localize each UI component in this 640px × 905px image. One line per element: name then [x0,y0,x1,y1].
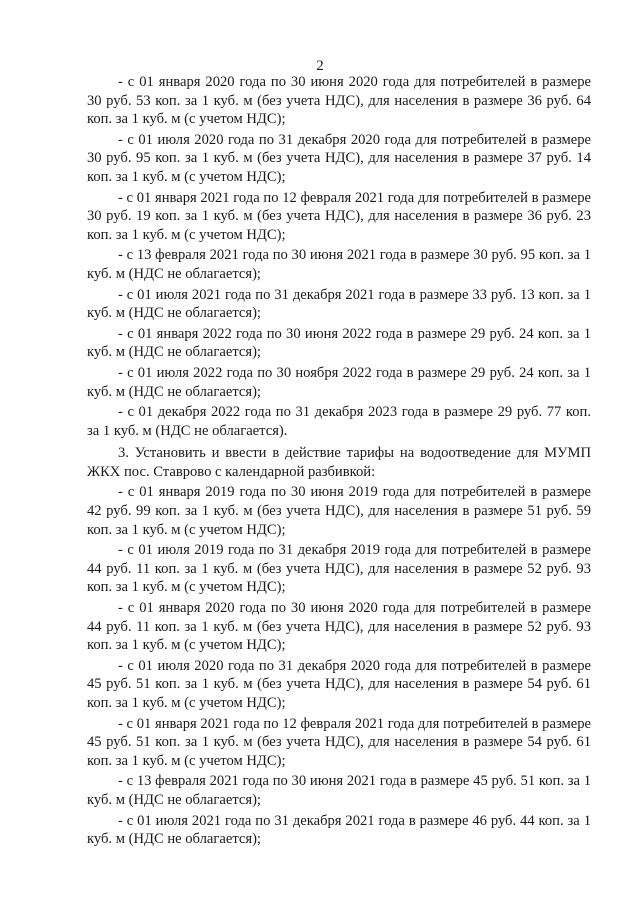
tariff-paragraph: - с 01 января 2022 года по 30 июня 2022 года в размере 29 руб. 24 коп. за 1 куб. м (НДС не облагается); [87,325,591,361]
tariff-paragraph: - с 01 января 2021 года по 12 февраля 2021 года для потребителей в размере 45 руб. 51 коп. за 1 куб. м (без учета НДС), для населения в размере 54 руб. 61 коп. за 1 куб. м (с учетом НДС); [87,715,591,769]
tariff-paragraph: - с 01 июля 2021 года по 31 декабря 2021 года в размере 33 руб. 13 коп. за 1 куб. м (НДС не облагается); [87,286,591,322]
tariff-paragraph: - с 01 июля 2021 года по 31 декабря 2021 года в размере 46 руб. 44 коп. за 1 куб. м (НДС не облагается); [87,812,591,848]
tariff-paragraph: - с 01 июля 2020 года по 31 декабря 2020 года для потребителей в размере 30 руб. 95 коп. за 1 куб. м (без учета НДС), для населения в размере 37 руб. 14 коп. за 1 куб. м (с учетом НДС); [87,131,591,185]
tariff-paragraph: - с 01 января 2020 года по 30 июня 2020 года для потребителей в размере 30 руб. 53 коп. за 1 куб. м (без учета НДС), для населения в размере 36 руб. 64 коп. за 1 куб. м (с учетом НДС); [87,74,591,128]
tariff-paragraph: - с 01 января 2021 года по 12 февраля 2021 года для потребителей в размере 30 руб. 19 коп. за 1 куб. м (без учета НДС), для населения в размере 36 руб. 23 коп. за 1 куб. м (с учетом НДС); [87,189,591,243]
tariff-paragraph: - с 13 февраля 2021 года по 30 июня 2021 года в размере 45 руб. 51 коп. за 1 куб. м (НДС не облагается); [87,773,591,808]
tariff-paragraph: - с 01 июля 2022 года по 30 ноября 2022 года в размере 29 руб. 24 коп. за 1 куб. м (НДС не облагается); [87,364,591,400]
tariff-paragraph: - с 01 января 2019 года по 30 июня 2019 года для потребителей в размере 42 руб. 99 коп. за 1 куб. м (без учета НДС), для населения в размере 51 руб. 59 коп. за 1 куб. м (с учетом НДС); [87,484,591,538]
tariff-paragraph: - с 13 февраля 2021 года по 30 июня 2021 года в размере 30 руб. 95 коп. за 1 куб. м (НДС не облагается); [87,247,591,282]
tariff-paragraph: - с 01 декабря 2022 года по 31 декабря 2023 года в размере 29 руб. 77 коп. за 1 куб. м (НДС не облагается). [87,404,591,439]
tariff-paragraph: - с 01 января 2020 года по 30 июня 2020 года для потребителей в размере 44 руб. 11 коп. за 1 куб. м (без учета НДС), для населения в размере 52 руб. 93 коп. за 1 куб. м (с учетом НДС); [87,600,591,654]
tariff-paragraph: - с 01 июля 2020 года по 31 декабря 2020 года для потребителей в размере 45 руб. 51 коп. за 1 куб. м (без учета НДС), для населения в размере 54 руб. 61 коп. за 1 куб. м (с учетом НДС); [87,657,591,711]
document-body [87,73,591,851]
tariff-paragraph: - с 01 июля 2019 года по 31 декабря 2019 года для потребителей в размере 44 руб. 11 коп. за 1 куб. м (без учета НДС), для населения в размере 52 руб. 93 коп. за 1 куб. м (с учетом НДС); [87,542,591,596]
section-heading-paragraph: 3. Установить и ввести в действие тарифы на водоотведение для МУМП ЖКХ пос. Ставрово с календарной разбивкой: [87,445,591,480]
page-number: 2 [316,58,324,74]
